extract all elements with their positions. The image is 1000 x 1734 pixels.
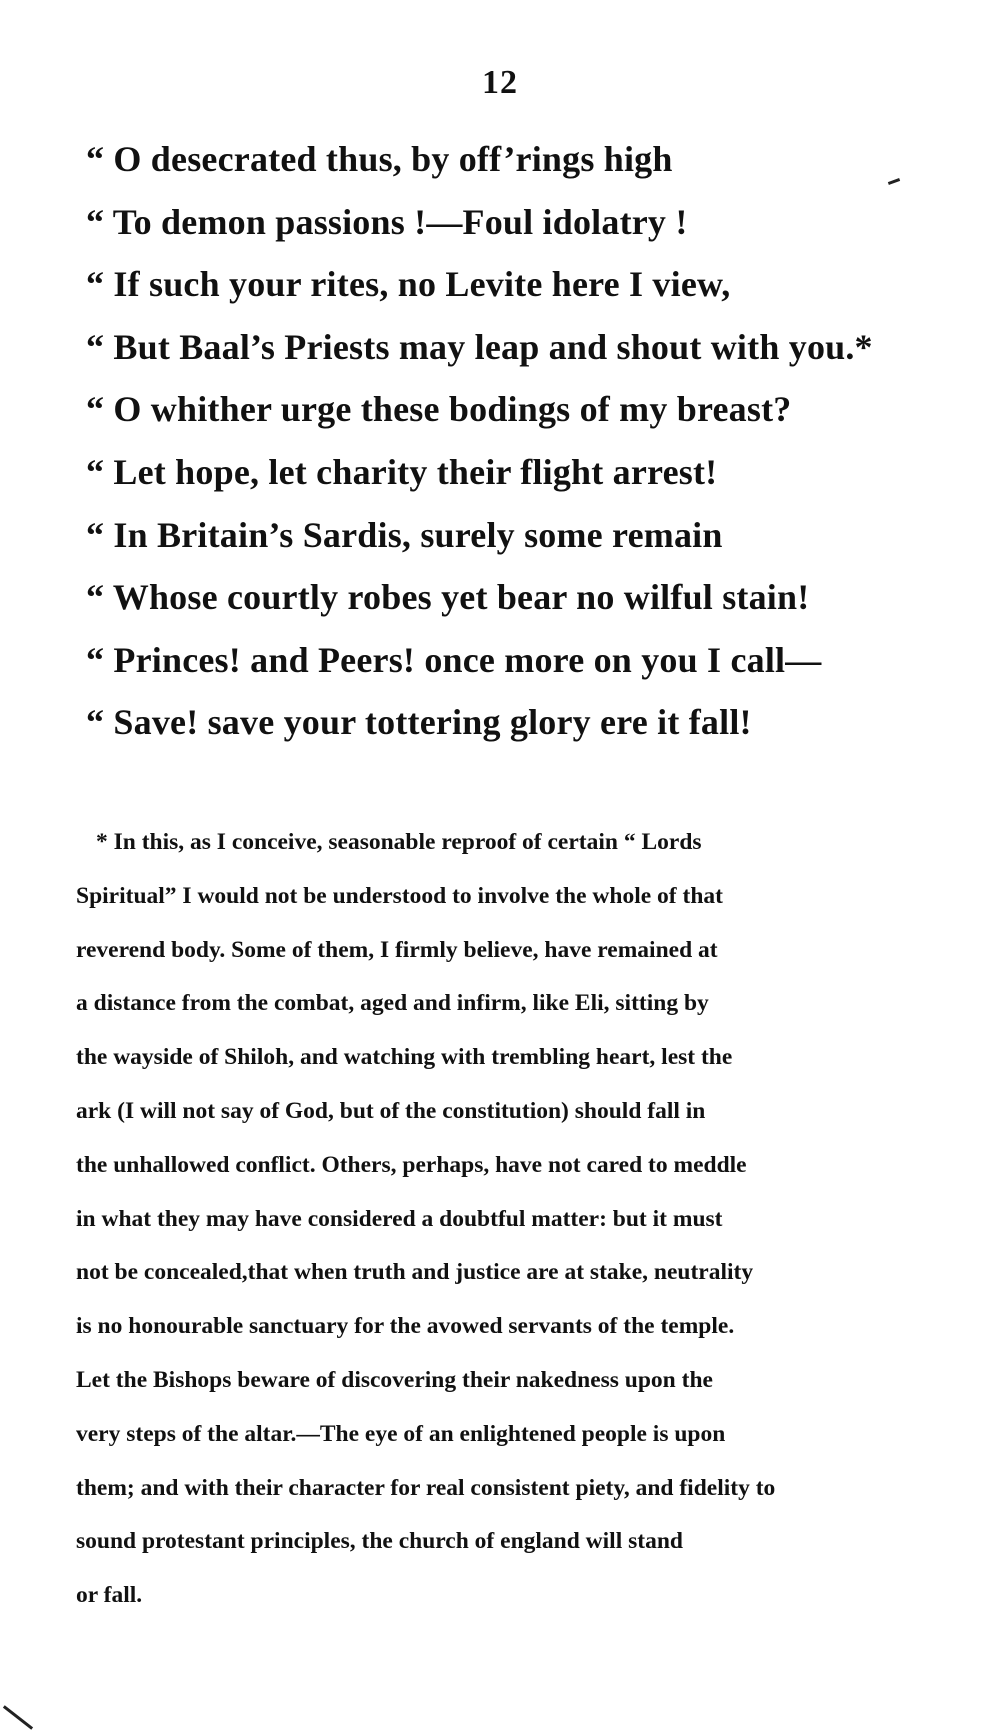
verse-line: “ O desecrated thus, by off’rings high bbox=[86, 139, 673, 179]
footnote-line bbox=[76, 1139, 918, 1193]
footnote-line bbox=[76, 924, 918, 978]
footnote-line bbox=[76, 1408, 918, 1462]
footnote-text: or fall. bbox=[76, 1582, 143, 1609]
footnote-text: reverend body. Some of them, I firmly believe, have remained at bbox=[76, 936, 718, 963]
verse-stanza bbox=[86, 128, 966, 754]
verse-line: “ Whose courtly robes yet bear no wilful stain! bbox=[86, 577, 810, 618]
footnote-line bbox=[76, 1300, 918, 1354]
footnote-text: the unhallowed conflict. Others, perhaps, have not cared to meddle bbox=[76, 1151, 747, 1178]
footnote-text: in what they may have considered a doubtful matter: but it must bbox=[76, 1205, 723, 1232]
page-number: 12 bbox=[482, 64, 518, 101]
footnote-text: Spiritual” I would not be understood to involve the whole of that bbox=[76, 882, 723, 909]
verse-line: “ To demon passions !—Foul idolatry ! bbox=[86, 201, 688, 242]
footnote-text: them; and with their character for real consistent piety, and fidelity to bbox=[76, 1474, 776, 1501]
footnote-text: ark (I will not say of God, but of the constitution) should fall in bbox=[76, 1097, 706, 1124]
footnote-line bbox=[76, 1031, 918, 1085]
footnote-text: * In this, as I conceive, seasonable reproof of certain “ Lords bbox=[96, 829, 702, 855]
footnote-line bbox=[76, 1193, 918, 1247]
footnote-line bbox=[76, 1354, 918, 1408]
footnote-text: a distance from the combat, aged and infirm, like Eli, sitting by bbox=[76, 990, 709, 1017]
footnote-line bbox=[76, 1462, 918, 1516]
footnote-line bbox=[76, 1085, 918, 1139]
footnote-text: very steps of the altar.—The eye of an enlightened people is upon bbox=[76, 1420, 726, 1447]
verse-line: “ O whither urge these bodings of my breast? bbox=[86, 389, 792, 430]
footnote-text: the wayside of Shiloh, and watching with trembling heart, lest the bbox=[76, 1044, 733, 1071]
verse-line: “ In Britain’s Sardis, surely some remain bbox=[86, 514, 723, 555]
verse-line: “ Save! save your tottering glory ere it fall! bbox=[86, 702, 752, 743]
verse-line: “ Princes! and Peers! once more on you I call— bbox=[86, 639, 822, 680]
footnote-text: sound protestant principles, the church of england will stand bbox=[76, 1528, 683, 1555]
footnote-line bbox=[76, 1246, 918, 1300]
verse-line: “ Let hope, let charity their flight arrest! bbox=[86, 451, 718, 492]
footnote-line bbox=[76, 977, 918, 1031]
verse-line: “ But Baal’s Priests may leap and shout with you.* bbox=[86, 326, 873, 367]
footnote-line bbox=[76, 1515, 918, 1569]
footnote-line bbox=[76, 870, 918, 924]
footnote-text: not be concealed,that when truth and justice are at stake, neutrality bbox=[76, 1259, 754, 1286]
footnote bbox=[76, 816, 918, 1623]
footnote-text: is no honourable sanctuary for the avowed servants of the temple. bbox=[76, 1313, 735, 1340]
ink-mark bbox=[3, 1705, 33, 1730]
footnote-line bbox=[76, 816, 918, 870]
verse-line: “ If such your rites, no Levite here I view, bbox=[86, 264, 731, 305]
footnote-text: Let the Bishops beware of discovering their nakedness upon the bbox=[76, 1366, 713, 1393]
footnote-line bbox=[76, 1569, 918, 1623]
